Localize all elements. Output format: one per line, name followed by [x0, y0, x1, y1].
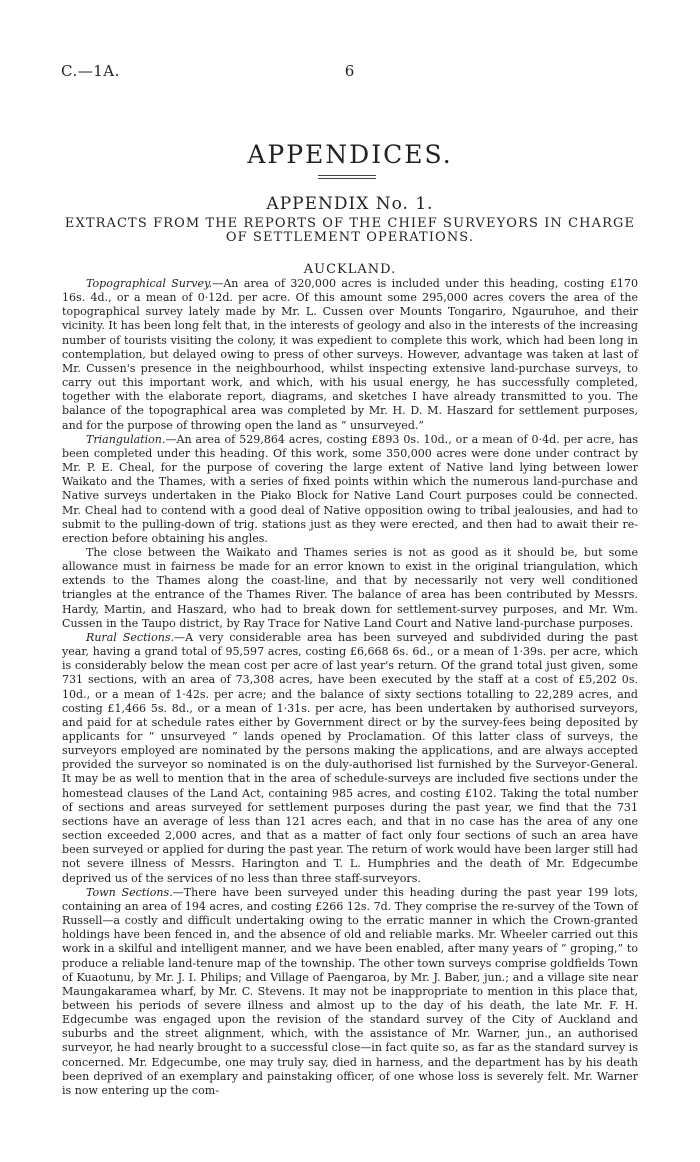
body-text [62, 277, 638, 1098]
section-heading: EXTRACTS FROM THE REPORTS OF THE CHIEF SURVEYORS IN CHARGE OF SETTLEMENT OPERATIONS. [64, 216, 636, 245]
paragraph-town-sections [62, 886, 638, 1098]
paragraph-lead: Topographical Survey. [86, 277, 213, 290]
title-rule-bottom [318, 178, 376, 179]
appendix-title: APPENDIX No. 1. [266, 194, 434, 214]
paragraph-text: —An area of 529,864 acres, costing £893 0s. 10d., or a mean of 0·4d. per acre, has been completed under this heading. Of this work, some 350,000 acres were done under contract by Mr. P. E. Cheal, for the purpose of covering the large extent of Native land lying between lower Waikato and the Thames, with a series of fixed points within which the numerous land-purchase and Native surveys undertaken in the Piako Block for Native Land Court purposes could be connected. Mr. Cheal had to contend with a good deal of Native opposition owing to tribal jealousies, and had to submit to the pulling-down of trig. stations just as they were erected, and then had to await their re-erection before obtaining his angles. [62, 432, 638, 545]
paragraph-lead: Town Sections. [86, 885, 173, 899]
paragraph-text: The close between the Waikato and Thames series is not as good as it should be, but some allowance must in fairness be made for an error known to exist in the original triangulation, which extends to the Thames along the coast-line, and that by necessarily not very well conditioned triangles at the entrance of the Thames River. The balance of area has been contributed by Messrs. Hardy, Martin, and Haszard, who had to break down for settlement-survey purposes, and Mr. Wm. Cussen in the Taupo district, by Ray Trace for Native Land Court and Native land-purchase purposes. [62, 545, 638, 630]
page-title: APPENDICES. [247, 140, 453, 169]
paragraph-triangulation [62, 433, 638, 546]
title-rule-top [318, 175, 376, 176]
paragraph-text: —An area of 320,000 acres is included under this heading, costing £170 16s. 4d., or a mean of 0·12d. per acre. Of this amount some 295,000 acres covers the area of the topographical survey lately made by Mr. L. Cussen over Mounts Tongariro, Ngauruhoe, and their vicinity. It has been long felt that, in the interests of geology and also in the interests of the increasing number of tourists visiting the colony, it was expedient to complete this work, which had been long in contemplation, but delayed owing to press of other surveys. However, advantage was taken at last of Mr. Cussen's presence in the neighbourhood, whilst inspecting extensive land-purchase surveys, to carry out this important work, and which, with his usual energy, he has successfully completed, together with the elaborate report, diagrams, and sketches I have already transmitted to you. The balance of the topographical area was completed by Mr. H. D. M. Haszard for settlement purposes, and for the purpose of throwing open the land as “ unsurveyed.” [62, 277, 639, 432]
paragraph-rural-sections [62, 631, 638, 886]
page-header [61, 62, 638, 82]
paragraph-topographical [62, 277, 638, 433]
document-reference: C.—1A. [61, 62, 120, 80]
page-number: 6 [344, 62, 355, 80]
paragraph-close-series [62, 546, 638, 631]
paragraph-text: —A very considerable area has been surveyed and subdivided during the past year, having a grand total of 95,597 acres, costing £6,668 6s. 6d., or a mean of 1·39s. per acre, which is considerably below the mean cost per acre of last year's return. Of the grand total just given, some 731 sections, with an area of 73,308 acres, have been executed by the staff at a cost of £5,202 0s. 10d., or a mean of 1·42s. per acre; and the balance of sixty sections totalling to 22,289 acres, and costing £1,466 5s. 8d., or a mean of 1·31s. per acre, has been undertaken by authorised surveyors, and paid for at schedule rates either by Government direct or by the survey-fees being deposited by applicants for “ unsurveyed ” lands opened by Proclamation. Of this latter class of surveys, the surveyors employed are nominated by the persons making the applications, and are always accepted provided the surveyor so nominated is on the duly-authorised list furnished by the Surveyor-General. It may be as well to mention that in the area of schedule-surveys are included five sections under the homestead clauses of the Land Act, containing 985 acres, and costing £102. Taking the total number of sections and areas surveyed for settlement purposes during the past year, we find that the 731 sections have an average of less than 121 acres each, and that in no case has the area of any one section exceeded 2,000 acres, and that as a matter of fact only four sections of such an area have been surveyed or applied for during the past year. The return of work would have been larger still had not severe illness of Messrs. Harington and T. L. Humphries and the death of Mr. Edgecumbe deprived us of the services of no less than three staff-surveyors. [62, 630, 638, 885]
paragraph-text: —There have been surveyed under this heading during the past year 199 lots, containing an area of 194 acres, and costing £266 12s. 7d. They comprise the re-survey of the Town of Russell—a costly and difficult undertaking owing to the erratic manner in which the Crown-granted holdings have been fenced in, and the absence of old and reliable marks. Mr. Wheeler carried out this work in a skilful and intelligent manner, and we have been enabled, after many years of “ groping,” to produce a reliable land-tenure map of the township. The other town surveys comprise goldfields Town of Kuaotunu, by Mr. J. I. Philips; and Village of Paengaroa, by Mr. J. Baber, jun.; and a village site near Maungakaramea wharf, by Mr. C. Stevens. It may not be inappropriate to mention in this place that, between his periods of severe illness and almost up to the day of his death, the late Mr. F. H. Edgecumbe was engaged upon the revision of the standard survey of the City of Auckland and suburbs and the street alignment, which, with the assistance of Mr. Warner, jun., an authorised surveyor, he had nearly brought to a successful close—in fact quite so, as far as the standard survey is concerned. Mr. Edgecumbe, one may truly say, died in harness, and the department has by his death been deprived of an exemplary and painstaking officer, of one whose loss is severely felt. Mr. Warner is now entering up the com- [62, 885, 638, 1097]
paragraph-lead: Triangulation. [86, 432, 166, 446]
region-heading: AUCKLAND. [303, 262, 397, 277]
paragraph-lead: Rural Sections. [86, 630, 175, 644]
